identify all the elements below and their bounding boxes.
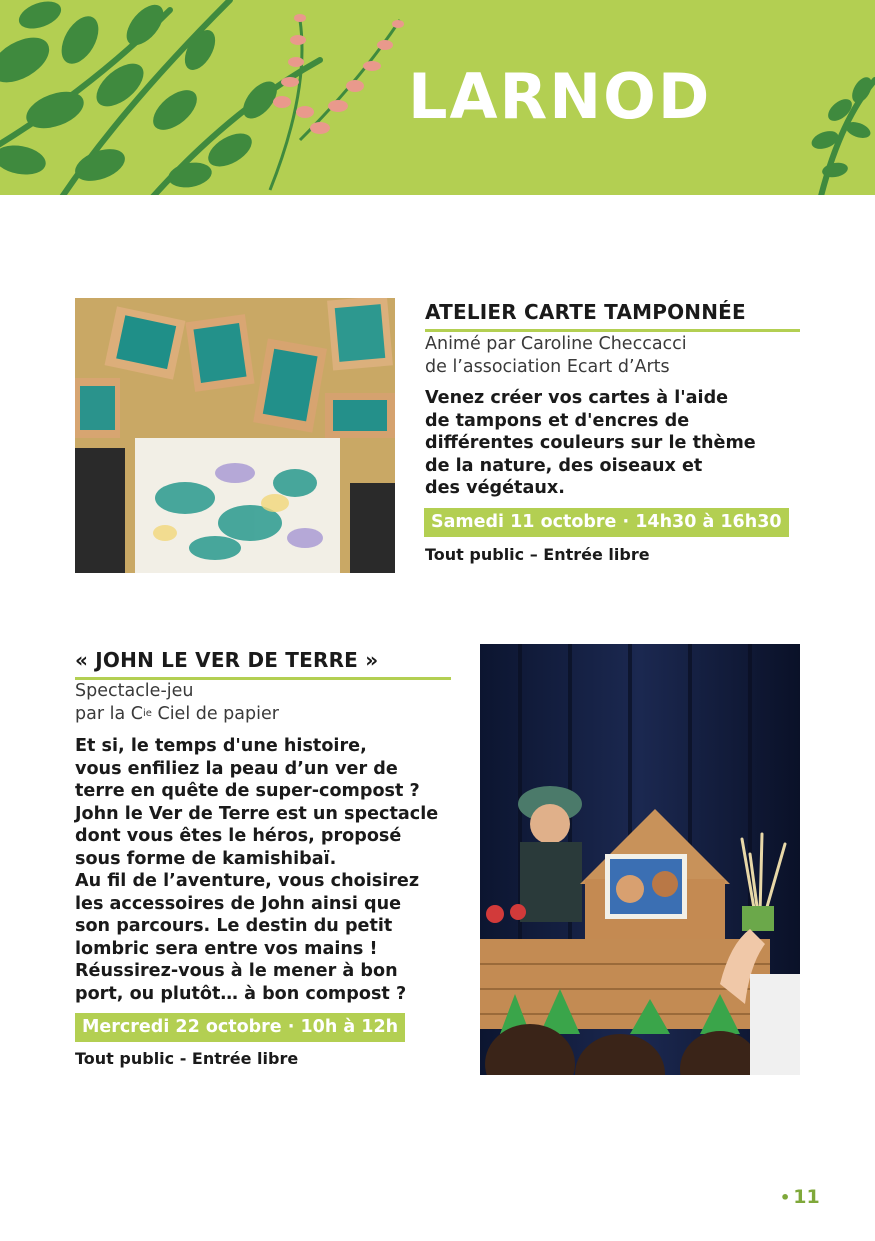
event-title-atelier: ATELIER CARTE TAMPONNÉE (425, 302, 800, 332)
puppet-show-photo-icon (480, 644, 800, 1075)
description-line: terre en quête de super-compost ? (75, 781, 420, 801)
event-photo-puppet-show (480, 644, 800, 1075)
stamps-photo-icon (75, 298, 395, 573)
page-number-bullet: • (780, 1188, 791, 1207)
event-title-john: « JOHN LE VER DE TERRE » (75, 650, 451, 680)
event-subtitle-john (75, 680, 279, 726)
event-date-badge-atelier: Samedi 11 octobre · 14h30 à 16h30 (424, 508, 789, 537)
description-line: vous enfiliez la peau d’un ver de (75, 758, 398, 779)
description-line: Venez créer vos cartes à l'aide (425, 388, 729, 408)
page-header (0, 0, 875, 195)
description-line: dont vous êtes le héros, proposé (75, 826, 402, 846)
subtitle-suffix: Ciel de papier (151, 704, 279, 724)
subtitle-line: Animé par Caroline Checcacci (425, 334, 687, 354)
description-line: de la nature, des oiseaux et (425, 455, 703, 476)
description-line: John le Ver de Terre est un spectacle (75, 803, 439, 824)
event-description-john (75, 735, 438, 1005)
page-number (780, 1186, 820, 1208)
subtitle-line: de l’association Ecart d’Arts (425, 357, 670, 377)
description-line: différentes couleurs sur le thème (425, 433, 756, 453)
description-line: lombric sera entre vos mains ! (75, 938, 378, 959)
subtitle-superscript: ie (142, 708, 152, 719)
description-line: des végétaux. (425, 478, 565, 498)
town-title: LARNOD (408, 60, 712, 133)
event-audience-john: Tout public - Entrée libre (75, 1049, 299, 1068)
description-line: Au fil de l’aventure, vous choisirez (75, 871, 420, 891)
description-line: sous forme de kamishibaï. (75, 848, 337, 869)
description-line: Réussirez-vous à le mener à bon (75, 961, 398, 981)
subtitle-line: Spectacle-jeu (75, 681, 194, 701)
description-line: Et si, le temps d'une histoire, (75, 736, 367, 756)
event-photo-stamps (75, 298, 395, 573)
event-audience-atelier: Tout public – Entrée libre (425, 545, 650, 564)
event-description-atelier (425, 387, 756, 500)
description-line: son parcours. Le destin du petit (75, 916, 393, 936)
event-date-badge-john: Mercredi 22 octobre · 10h à 12h (75, 1013, 405, 1042)
description-line: de tampons et d'encres de (425, 410, 690, 431)
event-subtitle-atelier (425, 333, 687, 379)
description-line: port, ou plutôt… à bon compost ? (75, 983, 407, 1004)
description-line: les accessoires de John ainsi que (75, 893, 402, 914)
page-number-value: 11 (793, 1186, 820, 1208)
subtitle-prefix: par la C (75, 704, 143, 724)
subtitle-line (75, 703, 279, 726)
